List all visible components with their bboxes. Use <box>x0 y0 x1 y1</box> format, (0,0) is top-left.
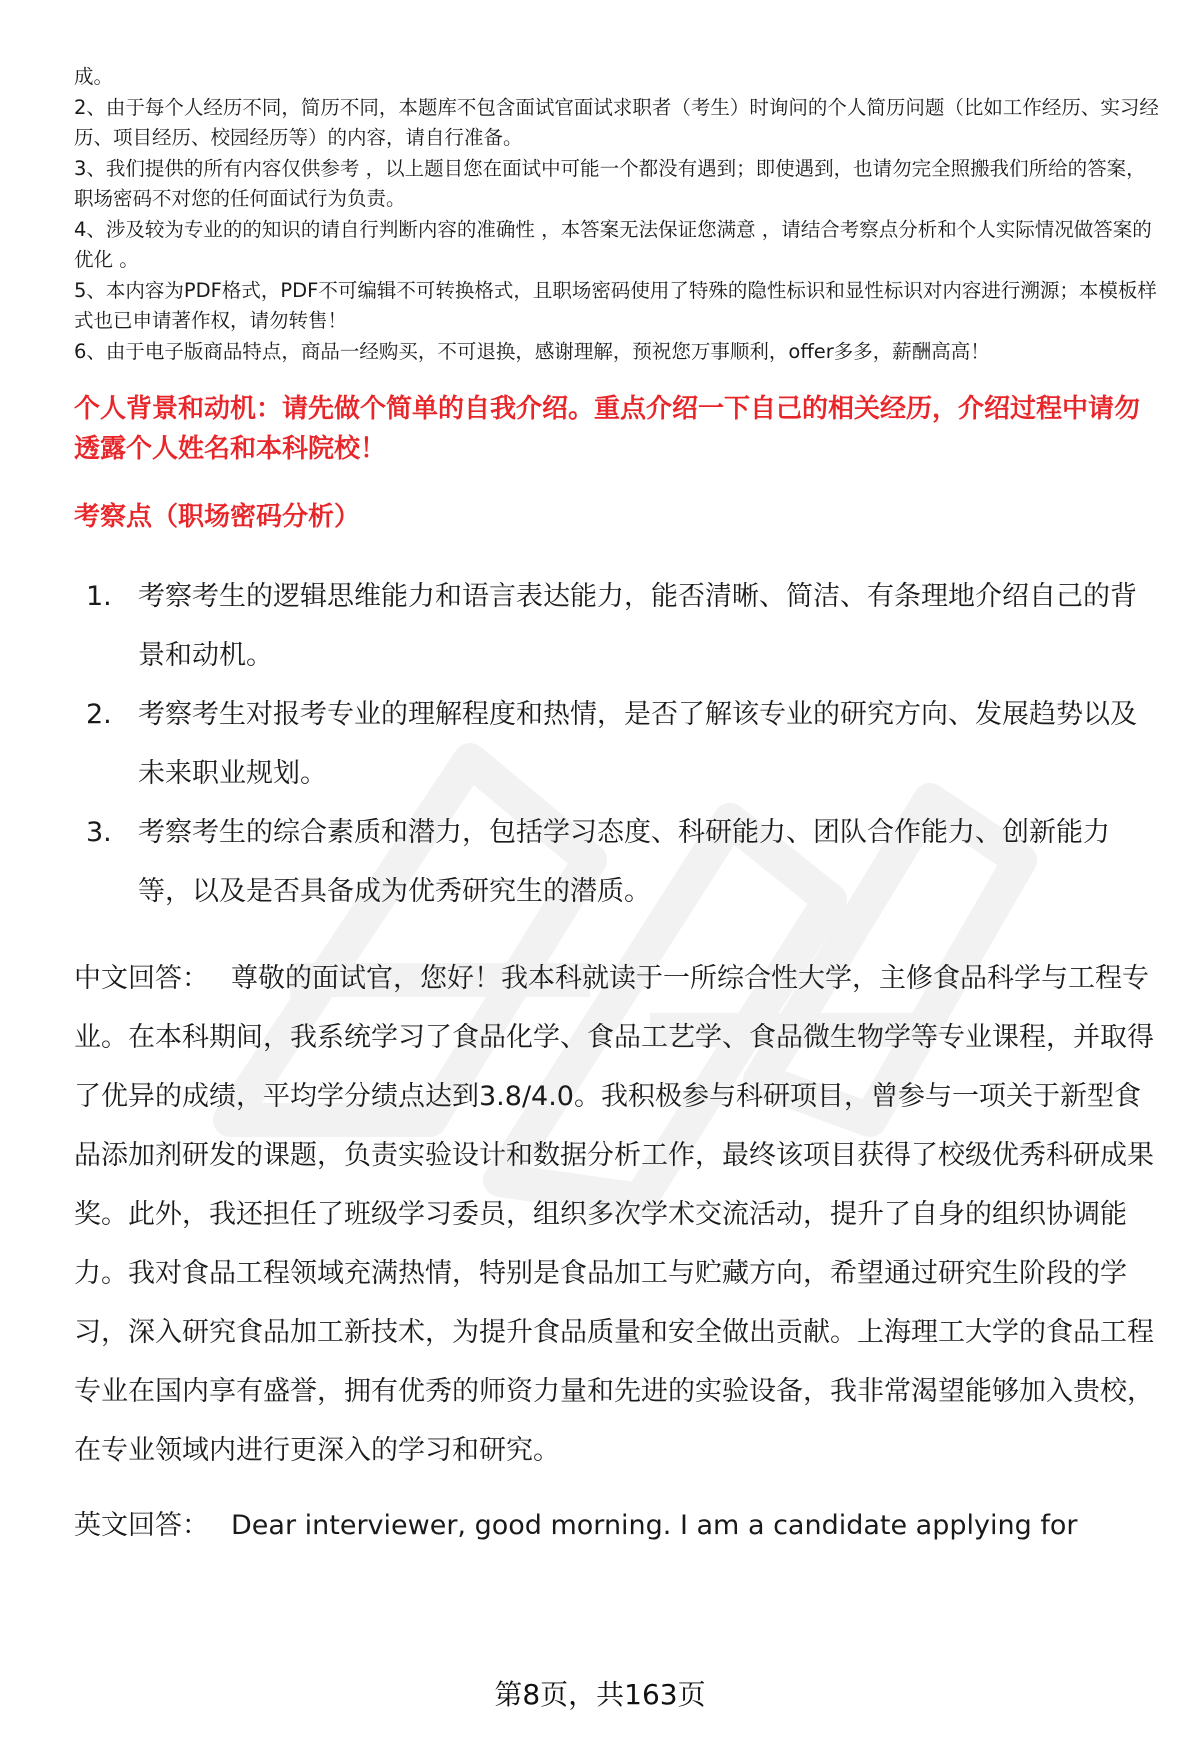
note-item: 6、由于电子版商品特点，商品一经购买，不可退换，感谢理解，预祝您万事顺利，offer多多，薪酬高高！ <box>74 339 990 363</box>
note-item: 2、由于每个人经历不同，简历不同，本题库不包含面试官面试求职者（考生）时询问的个人简历问题（比如工作经历、实习经历、项目经历、校园经历等）的内容，请自行准备。 <box>74 95 1159 149</box>
page-number: 第8页，共163页 <box>494 1678 706 1711</box>
list-item <box>74 803 1162 921</box>
point-text: 考察考生对报考专业的理解程度和热情，是否了解该专业的研究方向、发展趋势以及未来职业规划。 <box>138 699 1137 789</box>
note-item: 4、涉及较为专业的的知识的请自行判断内容的准确性 ，本答案无法保证您满意 ，请结合考察点分析和个人实际情况做答案的优化 。 <box>74 217 1152 271</box>
question-title: 个人背景和动机：请先做个简单的自我介绍。重点介绍一下自己的相关经历，介绍过程中请勿透露个人姓名和本科院校！ <box>74 394 1141 464</box>
point-number: 1. <box>86 581 112 612</box>
list-item <box>74 685 1162 803</box>
note-item: 5、本内容为PDF格式，PDF不可编辑不可转换格式，且职场密码使用了特殊的隐性标识和显性标识对内容进行溯源；本模板样式也已申请著作权，请勿转售！ <box>74 278 1157 332</box>
point-number: 2. <box>86 699 112 730</box>
list-item <box>74 567 1162 685</box>
note-item: 3、我们提供的所有内容仅供参考 ，以上题目您在面试中可能一个都没有遇到；即使遇到，也请勿完全照搬我们所给的答案，职场密码不对您的任何面试行为负责。 <box>74 156 1146 210</box>
analysis-title: 考察点（职场密码分析） <box>74 502 361 532</box>
chinese-answer-label: 中文回答： <box>74 963 209 994</box>
note-item: 成。 <box>74 65 114 88</box>
english-answer-label: 英文回答： <box>74 1510 209 1541</box>
point-text: 考察考生的综合素质和潜力，包括学习态度、科研能力、团队合作能力、创新能力等，以及是否具备成为优秀研究生的潜质。 <box>138 817 1110 907</box>
point-number: 3. <box>86 817 112 848</box>
english-answer <box>74 1496 1162 1555</box>
point-text: 考察考生的逻辑思维能力和语言表达能力，能否清晰、简洁、有条理地介绍自己的背景和动机。 <box>138 581 1137 671</box>
document-page <box>74 62 1162 1555</box>
notes-section <box>74 62 1162 367</box>
chinese-answer <box>74 949 1162 1480</box>
analysis-points <box>74 567 1162 921</box>
english-answer-text: Dear interviewer, good morning. I am a candidate applying for <box>231 1510 1078 1541</box>
chinese-answer-text: 尊敬的面试官，您好！我本科就读于一所综合性大学，主修食品科学与工程专业。在本科期间，我系统学习了食品化学、食品工艺学、食品微生物学等专业课程，并取得了优异的成绩，平均学分绩点达到3.8/4.0。我积极参与科研项目，曾参与一项关于新型食品添加剂研发的课题，负责实验设计和数据分析工作，最终该项目获得了校级优秀科研成果奖。此外，我还担任了班级学习委员，组织多次学术交流活动，提升了自身的组织协调能力。我对食品工程领域充满热情，特别是食品加工与贮藏方向，希望通过研究生阶段的学习，深入研究食品加工新技术，为提升食品质量和安全做出贡献。上海理工大学的食品工程专业在国内享有盛誉，拥有优秀的师资力量和先进的实验设备，我非常渴望能够加入贵校，在专业领域内进行更深入的学习和研究。 <box>74 963 1154 1466</box>
